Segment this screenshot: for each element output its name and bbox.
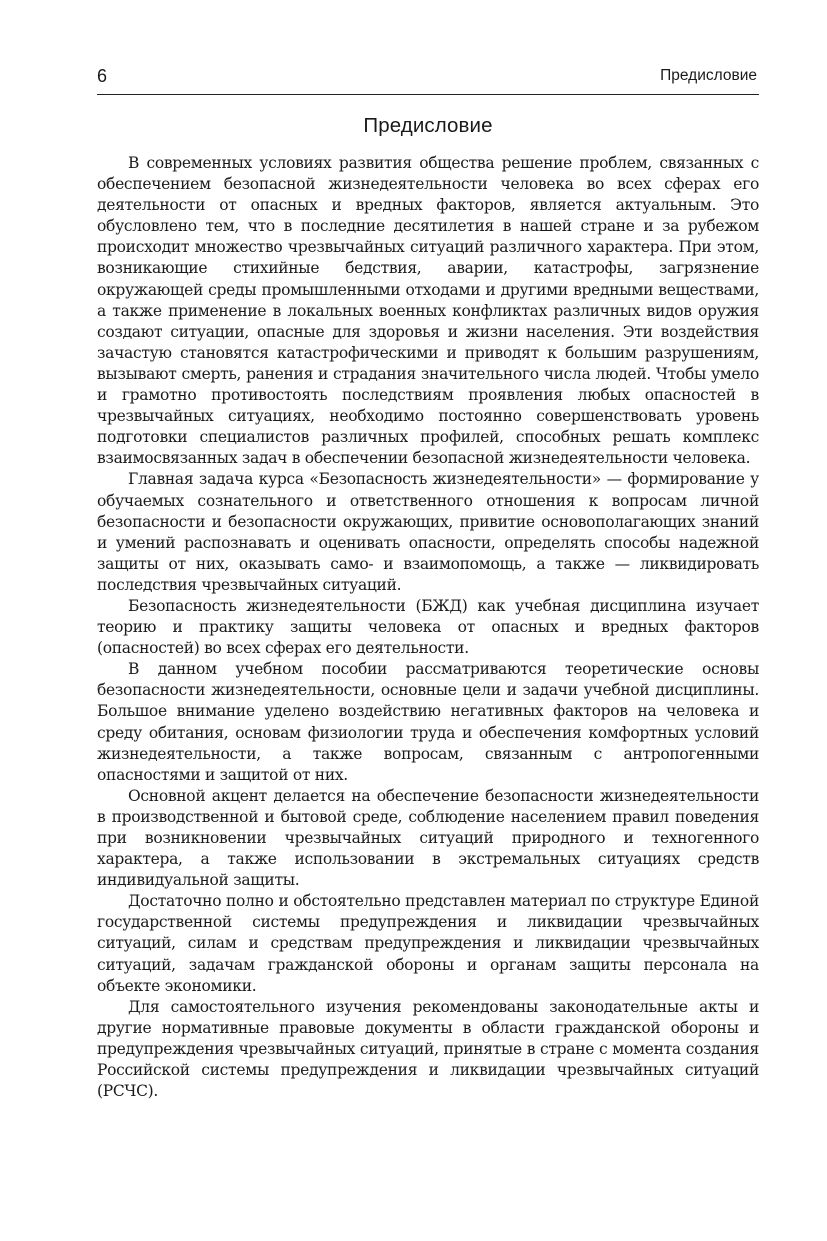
paragraph: В данном учебном пособии рассматриваются теоретические основы безопасности жизнедеятельности, основные цели и задачи учебной дисциплины. Большое внимание уделено воздействию негативных факторов на человека и среду обитания, основам физиологии труда и обеспечения комфортных условий жизнедеятельности, а также вопросам, связанным с антропогенными опасностями и защитой от них. [97, 660, 759, 784]
body-text [97, 153, 759, 1102]
running-title: Предисловие [660, 67, 757, 84]
paragraph: Безопасность жизнедеятельности (БЖД) как учебная дисциплина изучает теорию и практику защиты человека от опасных и вредных факторов (опасностей) во всех сферах его деятельности. [97, 596, 759, 658]
paragraph: В современных условиях развития общества решение проблем, связанных с обеспечением безопасной жизнедеятельности человека во всех сферах его деятельности от опасных и вредных факторов, является актуальным. Это обусловлено тем, что в последние десятилетия в нашей стране и за рубежом происходит множество чрезвычайных ситуаций различного характера. При этом, возникающие стихийные бедствия, аварии, катастрофы, загрязнение окружающей среды промышленными отходами и другими вредными веществами, а также применение в локальных военных конфликтах различных видов оружия создают ситуации, опасные для здоровья и жизни населения. Эти воздействия зачастую становятся катастрофическими и приводят к большим разрушениям, вызывают смерть, ранения и страдания значительного числа людей. Чтобы умело и грамотно противостоять последствиям проявления любых опасностей в чрезвычайных ситуациях, необходимо постоянно совершенствовать уровень подготовки специалистов различных профилей, способных решать комплекс взаимосвязанных задач в обеспечении безопасной жизнедеятельности человека. [97, 154, 759, 468]
paragraph: Достаточно полно и обстоятельно представлен материал по структуре Единой государственной системы предупреждения и ликвидации чрезвычайных ситуаций, силам и средствам предупреждения и ликвидации чрезвычайных ситуаций, задачам гражданской обороны и органам защиты персонала на объекте экономики. [97, 892, 759, 995]
running-header [97, 64, 759, 95]
page-number: 6 [97, 66, 108, 86]
paragraph: Главная задача курса «Безопасность жизнедеятельности» — формирование у обучаемых сознательного и ответственного отношения к вопросам личной безопасности и безопасности окружающих, привитие основополагающих знаний и умений распознавать и оценивать опасности, определять способы надежной защиты от них, оказывать само- и взаимопомощь, а также — ликвидировать последствия чрезвычайных ситуаций. [97, 470, 759, 594]
chapter-title: Предисловие [363, 114, 493, 137]
paragraph: Для самостоятельного изучения рекомендованы законодательные акты и другие нормативные правовые документы в области гражданской обороны и предупреждения чрезвычайных ситуаций, принятые в стране с момента создания Российской системы предупреждения и ликвидации чрезвычайных ситуаций (РСЧС). [97, 997, 759, 1101]
paragraph: Основной акцент делается на обеспечение безопасности жизнедеятельности в производственной и бытовой среде, соблюдение населением правил поведения при возникновении чрезвычайных ситуаций природного и техногенного характера, а также использовании в экстремальных ситуациях средств индивидуальной защиты. [97, 786, 759, 890]
